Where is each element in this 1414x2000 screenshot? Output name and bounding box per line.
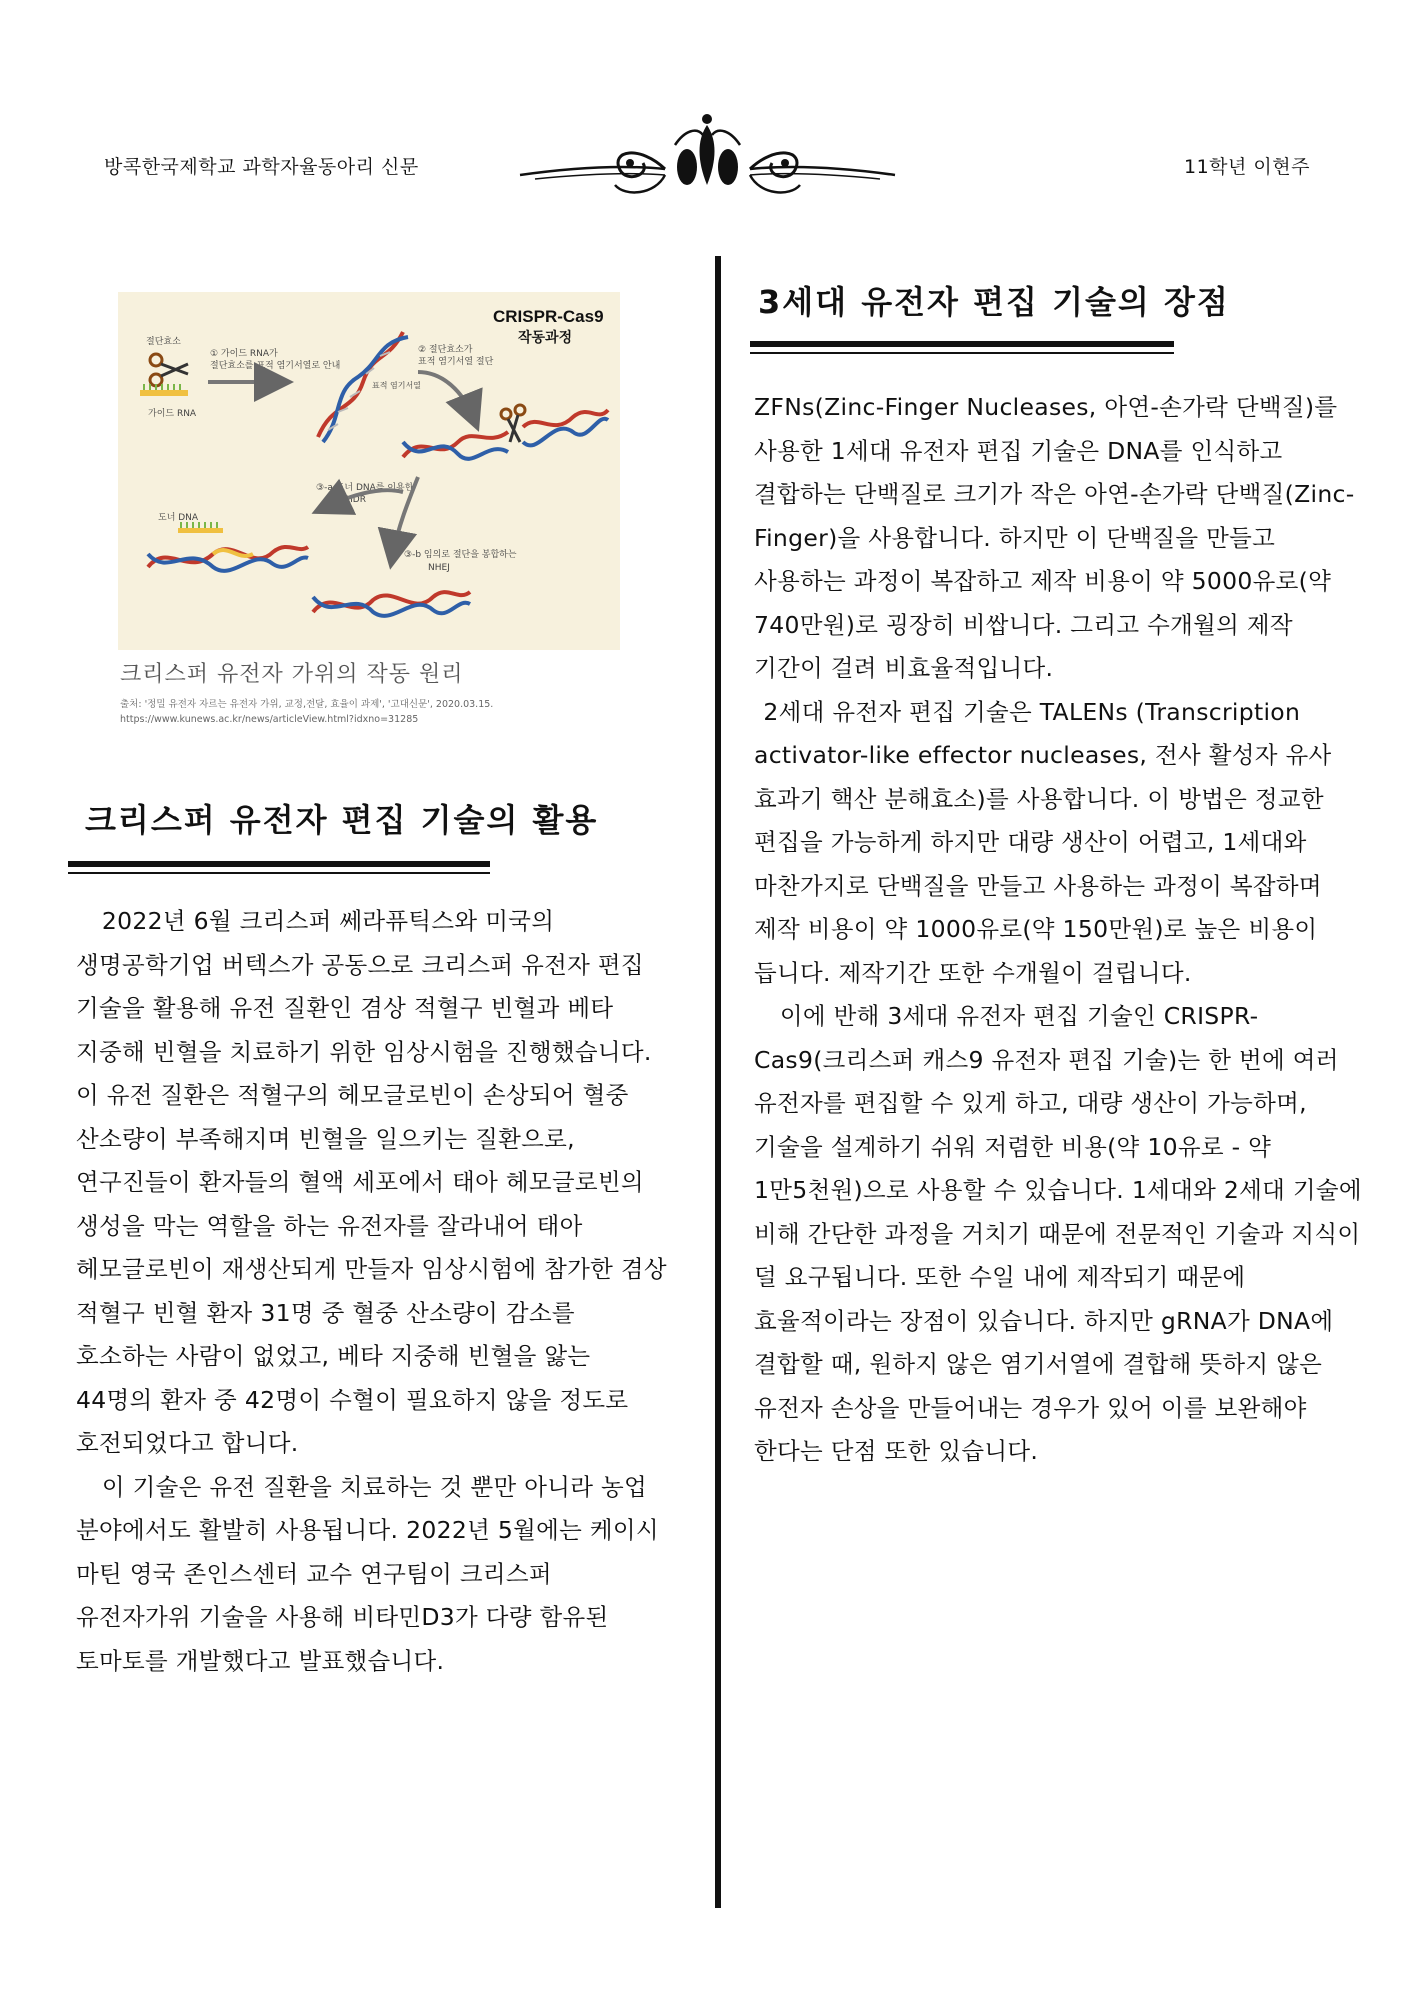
guide-rna-icon bbox=[140, 384, 188, 396]
label-donor: 도너 DNA bbox=[158, 513, 199, 523]
label-guide-rna: 가이드 RNA bbox=[148, 409, 197, 419]
figure-title: CRISPR-Cas9 bbox=[493, 307, 604, 326]
label-step3a-b: HDR bbox=[346, 495, 366, 505]
left-heading-rule bbox=[68, 861, 490, 867]
newspaper-name: 방콕한국제학교 과학자율동아리 신문 bbox=[104, 156, 419, 178]
label-step1-b: 절단효소를 표적 염기서열로 안내 bbox=[210, 361, 341, 371]
nhej-dna-icon bbox=[313, 592, 470, 616]
left-heading: 크리스퍼 유전자 편집 기술의 활용 bbox=[85, 801, 599, 839]
left-article bbox=[76, 900, 670, 1683]
left-paragraph: 이 기술은 유전 질환을 치료하는 것 뿐만 아니라 농업 분야에서도 활발히 사용됩니다. 2022년 5월에는 케이시 마틴 영국 존인스센터 교수 연구팀이 크리스퍼 유전자가위 기술을 사용해 비타민D3가 다량 함유된 토마토를 개발했다고 발표했습니다. bbox=[76, 1472, 659, 1675]
label-step3b-b: NHEJ bbox=[428, 563, 450, 573]
label-step3b-a: ③-b 임의로 절단을 봉합하는 bbox=[404, 550, 517, 560]
right-paragraph: ZFNs(Zinc-Finger Nucleases, 아연-손가락 단백질)를 사용한 1세대 유전자 편집 기술은 DNA를 인식하고 결합하는 단백질로 크기가 작은 아연-손가락 단백질(Zinc-Finger)을 사용합니다. 하지만 이 단백질을 만들고 사용하는 과정이 복잡하고 제작 비용이 약 5000유로(약 740만원)로 굉장히 비쌉니다. 그리고 수개월의 제작 기간이 걸려 비효율적입니다. bbox=[754, 393, 1355, 682]
right-paragraph: 이에 반해 3세대 유전자 편집 기술인 CRISPR-Cas9(크리스퍼 캐스9 유전자 편집 기술)는 한 번에 여러 유전자를 편집할 수 있게 하고, 대량 생산이 가능하며, 기술을 설계하기 쉬워 저렴한 비용(약 10유로 - 약 1만5천원)으로 사용할 수 있습니다. 1세대와 2세대 기술에 비해 간단한 과정을 거치기 때문에 전문적인 기술과 지식이 덜 요구됩니다. 또한 수일 내에 제작되기 때문에 효율적이라는 장점이 있습니다. 하지만 gRNA가 DNA에 결합할 때, 원하지 않은 염기서열에 결합해 뜻하지 않은 유전자 손상을 만들어내는 경우가 있어 이를 보완해야 한다는 단점 또한 있습니다. bbox=[754, 1002, 1362, 1465]
label-target: 표적 염기서열 bbox=[372, 381, 421, 390]
author-name: 11학년 이현주 bbox=[1184, 156, 1310, 178]
figure-source-url: https://www.kunews.ac.kr/news/articleView.html?idxno=31285 bbox=[120, 714, 419, 725]
ornament-icon bbox=[515, 105, 900, 205]
label-enzyme: 절단효소 bbox=[146, 337, 181, 347]
donor-dna-icon bbox=[178, 522, 223, 533]
hdr-dna-icon bbox=[148, 547, 308, 571]
figure-source-text: 출처: '정밀 유전자 자르는 유전자 가위, 교정,전달, 효율이 과제', '고대신문', 2020.03.15. bbox=[120, 699, 494, 710]
scissors-icon bbox=[150, 354, 188, 386]
figure-source bbox=[120, 697, 620, 727]
label-step2-a: ② 절단효소가 bbox=[418, 345, 473, 355]
label-step1-a: ① 가이드 RNA가 bbox=[210, 349, 278, 359]
left-heading-rule-thin bbox=[68, 872, 490, 874]
right-paragraph: 2세대 유전자 편집 기술은 TALENs (Transcription activator-like effector nucleases, 전사 활성자 유사 효과기 핵산 분해효소)를 사용합니다. 이 방법은 정교한 편집을 가능하게 하지만 대량 생산이 어렵고, 1세대와 마찬가지로 단백질을 만들고 사용하는 과정이 복잡하며 제작 비용이 약 1000유로(약 150만원)로 높은 비용이 듭니다. 제작기간 또한 수개월이 걸립니다. bbox=[754, 697, 1332, 987]
crispr-diagram bbox=[118, 292, 620, 650]
right-heading-rule-thin bbox=[750, 352, 1174, 354]
figure-subtitle: 작동과정 bbox=[518, 330, 573, 346]
left-paragraph: 2022년 6월 크리스퍼 쎄라퓨틱스와 미국의 생명공학기업 버텍스가 공동으로 크리스퍼 유전자 편집 기술을 활용해 유전 질환인 겸상 적혈구 빈혈과 베타 지중해 빈혈을 치료하기 위한 임상시험을 진행했습니다. 이 유전 질환은 적혈구의 헤모글로빈이 손상되어 혈중 산소량이 부족해지며 빈혈을 일으키는 질환으로, 연구진들이 환자들의 혈액 세포에서 태아 헤모글로빈의 생성을 막는 역할을 하는 유전자를 잘라내어 태아 헤모글로빈이 재생산되게 만들자 임상시험에 참가한 겸상 적혈구 빈혈 환자 31명 중 혈중 산소량이 감소를 호소하는 사람이 없었고, 베타 지중해 빈혈을 앓는 44명의 환자 중 42명이 수혈이 필요하지 않을 정도로 호전되었다고 합니다. bbox=[76, 907, 667, 1457]
column-divider bbox=[715, 256, 721, 1908]
right-heading: 3세대 유전자 편집 기술의 장점 bbox=[758, 283, 1230, 321]
figure-caption: 크리스퍼 유전자 가위의 작동 원리 bbox=[120, 662, 464, 687]
right-heading-rule bbox=[750, 341, 1174, 347]
label-step2-b: 표적 염기서열 절단 bbox=[418, 357, 494, 367]
right-article bbox=[754, 386, 1366, 1474]
cut-dna-icon bbox=[403, 410, 608, 459]
label-step3a-a: ③-a 도너 DNA를 이용한 bbox=[316, 483, 414, 493]
